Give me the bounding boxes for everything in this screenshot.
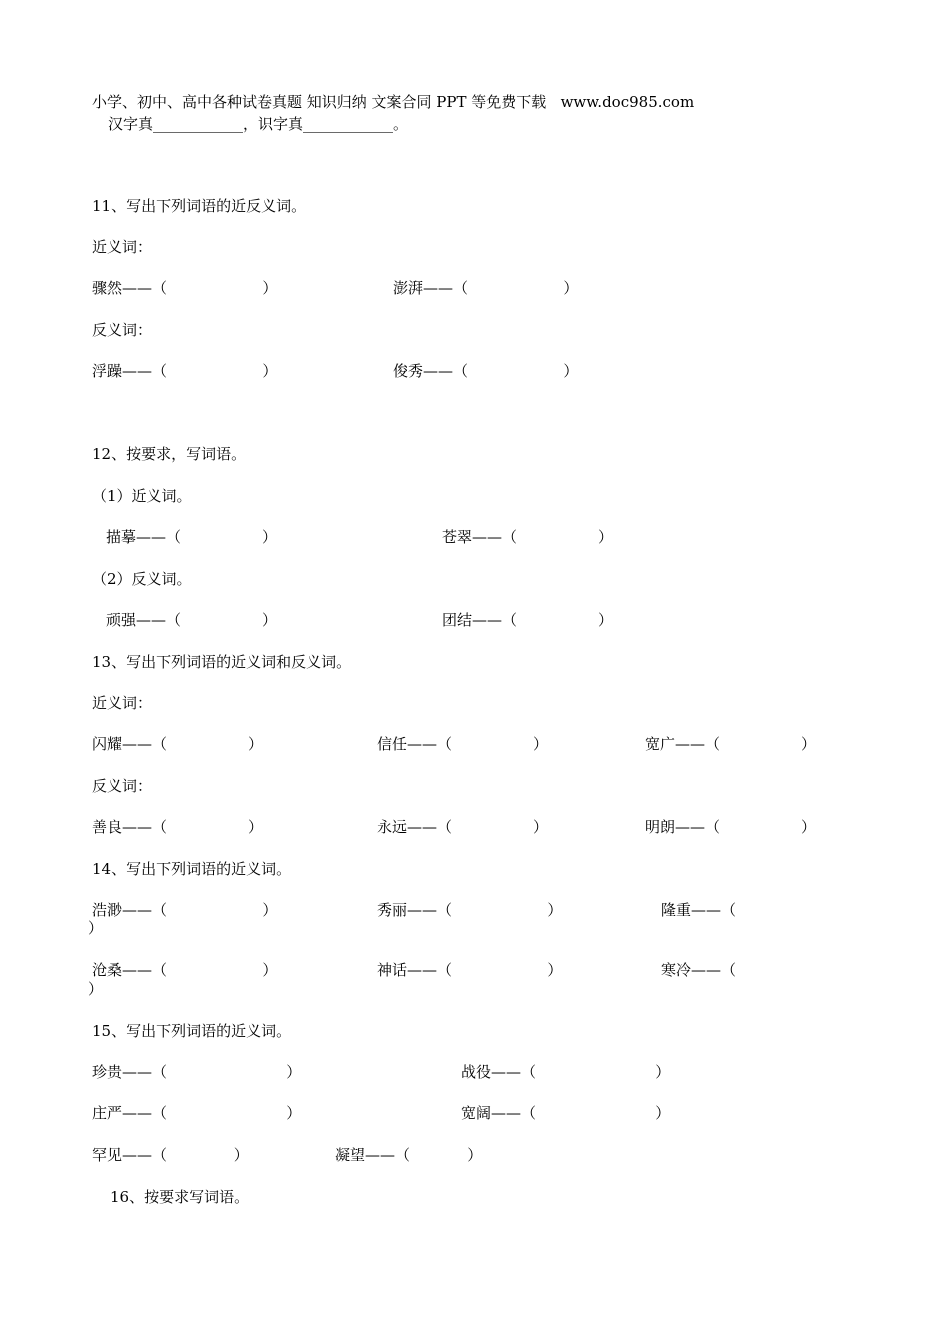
q11-antonym-label: 反义词： xyxy=(92,321,153,339)
q14-item: 浩渺——（ ） xyxy=(92,901,278,919)
q13-title: 13、写出下列词语的近义词和反义词。 xyxy=(92,653,352,671)
q13-ant-item: 善良——（ ） xyxy=(92,818,264,836)
q12-sub2: （2）反义词。 xyxy=(92,570,192,588)
q11-ant-item: 俊秀——（ ） xyxy=(393,362,579,380)
q12-item: 苍翠——（ ） xyxy=(442,528,614,546)
q11-syn-item: 骤然——（ ） xyxy=(92,279,278,297)
q12-item: 顽强——（ ） xyxy=(106,611,278,629)
q15-item: 宽阔——（ ） xyxy=(461,1104,671,1122)
q11-synonym-label: 近义词： xyxy=(92,238,153,256)
q13-synonym-label: 近义词： xyxy=(92,694,153,712)
q15-item: 庄严——（ ） xyxy=(92,1104,302,1122)
header-fill-line: 汉字真____________，识字真____________。 xyxy=(108,115,409,133)
q12-title: 12、按要求，写词语。 xyxy=(92,445,247,463)
q11-title: 11、写出下列词语的近反义词。 xyxy=(92,197,307,215)
q15-item: 战役——（ ） xyxy=(461,1063,671,1081)
q14-item: 秀丽——（ ） xyxy=(377,901,563,919)
q14-item: 沧桑——（ ） xyxy=(92,961,278,979)
q14-title: 14、写出下列词语的近义词。 xyxy=(92,860,292,878)
q13-ant-item: 永远——（ ） xyxy=(377,818,549,836)
q14-wrapped-paren: ） xyxy=(88,980,104,998)
q14-item: 寒冷——（ xyxy=(661,961,737,979)
q14-wrapped-paren: ） xyxy=(88,919,104,937)
q14-item: 神话——（ ） xyxy=(377,961,563,979)
q11-syn-item: 澎湃——（ ） xyxy=(393,279,579,297)
q14-item: 隆重——（ xyxy=(661,901,737,919)
q13-syn-item: 信任——（ ） xyxy=(377,735,549,753)
q15-item: 凝望——（ ） xyxy=(335,1146,483,1164)
q12-item: 团结——（ ） xyxy=(442,611,614,629)
header-banner: 小学、初中、高中各种试卷真题 知识归纳 文案合同 PPT 等免费下载 www.doc985.com xyxy=(92,93,695,111)
q13-antonym-label: 反义词： xyxy=(92,777,153,795)
q15-title: 15、写出下列词语的近义词。 xyxy=(92,1022,292,1040)
q15-item: 罕见——（ ） xyxy=(92,1146,249,1164)
q13-syn-item: 宽广——（ ） xyxy=(645,735,817,753)
q15-item: 珍贵——（ ） xyxy=(92,1063,302,1081)
q13-syn-item: 闪耀——（ ） xyxy=(92,735,264,753)
q11-ant-item: 浮躁——（ ） xyxy=(92,362,278,380)
q12-item: 描摹——（ ） xyxy=(106,528,278,546)
q16-title: 16、按要求写词语。 xyxy=(110,1188,250,1206)
q12-sub1: （1）近义词。 xyxy=(92,487,192,505)
q13-ant-item: 明朗——（ ） xyxy=(645,818,817,836)
